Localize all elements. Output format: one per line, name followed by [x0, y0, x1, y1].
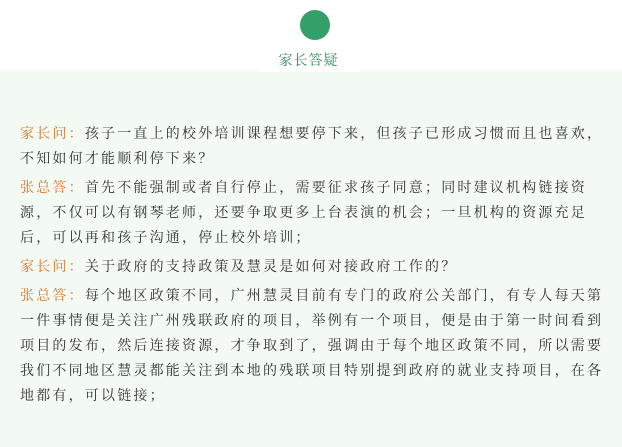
qa-item: [20, 122, 610, 172]
qa-text: 孩子一直上的校外培训课程想要停下来，但孩子已形成习惯而且也喜欢，不知如何才能顺利停下来？: [20, 126, 604, 167]
qa-text: 每个地区政策不同，广州慧灵目前有专门的政府公关部门，有专人每天第一件事情便是关注广州残联政府的项目，举例有一个项目，便是由于第一时间看到项目的发布，然后连接资源，才争取到了，强调由于每个地区政策不同，所以需要我们不同地区慧灵都能关注到本地的残联项目特别提到政府的就业支持项目，在各地都有，可以链接；: [20, 288, 604, 404]
speaker-label: 张总答：: [20, 180, 85, 196]
qa-item: [20, 176, 610, 251]
speaker-label: 张总答：: [20, 288, 85, 304]
section-dot-icon: [300, 10, 330, 40]
qa-text: 关于政府的支持政策及慧灵是如何对接政府工作的？: [84, 259, 458, 275]
qa-item: [20, 255, 610, 280]
qa-text: 首先不能强制或者自行停止，需要征求孩子同意；同时建议机构链接资源，不仅可以有钢琴老师，还要争取更多上台表演的机会；一旦机构的资源充足后，可以再和孩子沟通，停止校外培训；: [20, 180, 588, 246]
speaker-label: 家长问：: [20, 259, 85, 275]
section-title: 家长答疑: [258, 50, 359, 72]
speaker-label: 家长问：: [20, 126, 85, 142]
qa-item: [20, 284, 610, 409]
qa-content: [20, 122, 610, 413]
